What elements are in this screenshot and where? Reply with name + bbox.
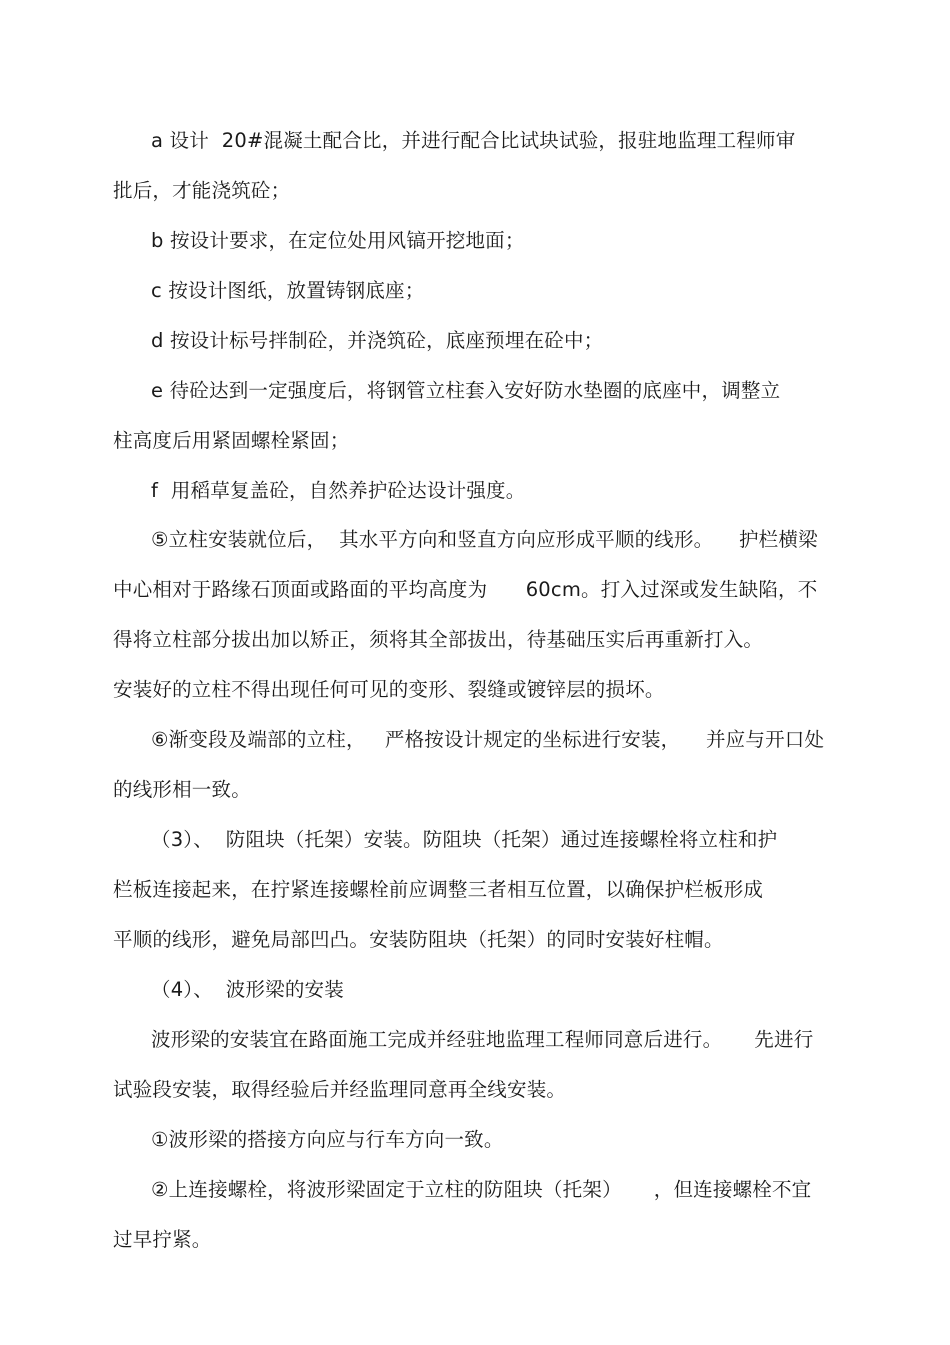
text-line: 的线形相一致。 — [113, 778, 251, 801]
text-line: f 用稻草复盖砼，自然养护砼达设计强度。 — [151, 479, 526, 502]
text-line: 过早拧紧。 — [113, 1228, 212, 1251]
text-line: 柱高度后用紧固螺栓紧固； — [113, 429, 350, 452]
text-line: 栏板连接起来，在拧紧连接螺栓前应调整三者相互位置，以确保护栏板形成 — [113, 878, 764, 901]
text-line: 试验段安装，取得经验后并经监理同意再全线安装。 — [113, 1078, 567, 1101]
text-line: d 按设计标号拌制砼，并浇筑砼，底座预埋在砼中； — [151, 329, 604, 352]
text-line: 批后，才能浇筑砼； — [113, 179, 291, 202]
text-line: e 待砼达到一定强度后，将钢管立柱套入安好防水垫圈的底座中，调整立 — [151, 379, 781, 402]
text-line: 波形梁的安装宜在路面施工完成并经驻地监理工程师同意后进行。 先进行 — [151, 1028, 814, 1051]
text-line: ⑥渐变段及端部的立柱， 严格按设计规定的坐标进行安装， 并应与开口处 — [151, 728, 825, 751]
text-line: ⑤立柱安装就位后， 其水平方向和竖直方向应形成平顺的线形。 护栏横梁 — [151, 528, 818, 551]
text-line: ②上连接螺栓，将波形梁固定于立柱的防阻块（托架） ，但连接螺栓不宜 — [151, 1178, 812, 1201]
text-line: 平顺的线形，避免局部凹凸。安装防阻块（托架）的同时安装好柱帽。 — [113, 928, 724, 951]
text-line: a 设计 20#混凝土配合比，并进行配合比试块试验，报驻地监理工程师审 — [151, 129, 796, 152]
text-line: （4）、 波形梁的安装 — [151, 978, 344, 1001]
text-line: c 按设计图纸，放置铸钢底座； — [151, 279, 425, 302]
text-line: b 按设计要求，在定位处用风镐开挖地面； — [151, 229, 525, 252]
text-line: 安装好的立柱不得出现任何可见的变形、裂缝或镀锌层的损坏。 — [113, 678, 665, 701]
text-line: 得将立柱部分拔出加以矫正，须将其全部拔出，待基础压实后再重新打入。 — [113, 628, 764, 651]
text-line: 中心相对于路缘石顶面或路面的平均高度为 60cm。打入过深或发生缺陷，不 — [113, 578, 818, 601]
text-line: （3）、 防阻块（托架）安装。防阻块（托架）通过连接螺栓将立柱和护 — [151, 828, 778, 851]
text-line: ①波形梁的搭接方向应与行车方向一致。 — [151, 1128, 504, 1151]
